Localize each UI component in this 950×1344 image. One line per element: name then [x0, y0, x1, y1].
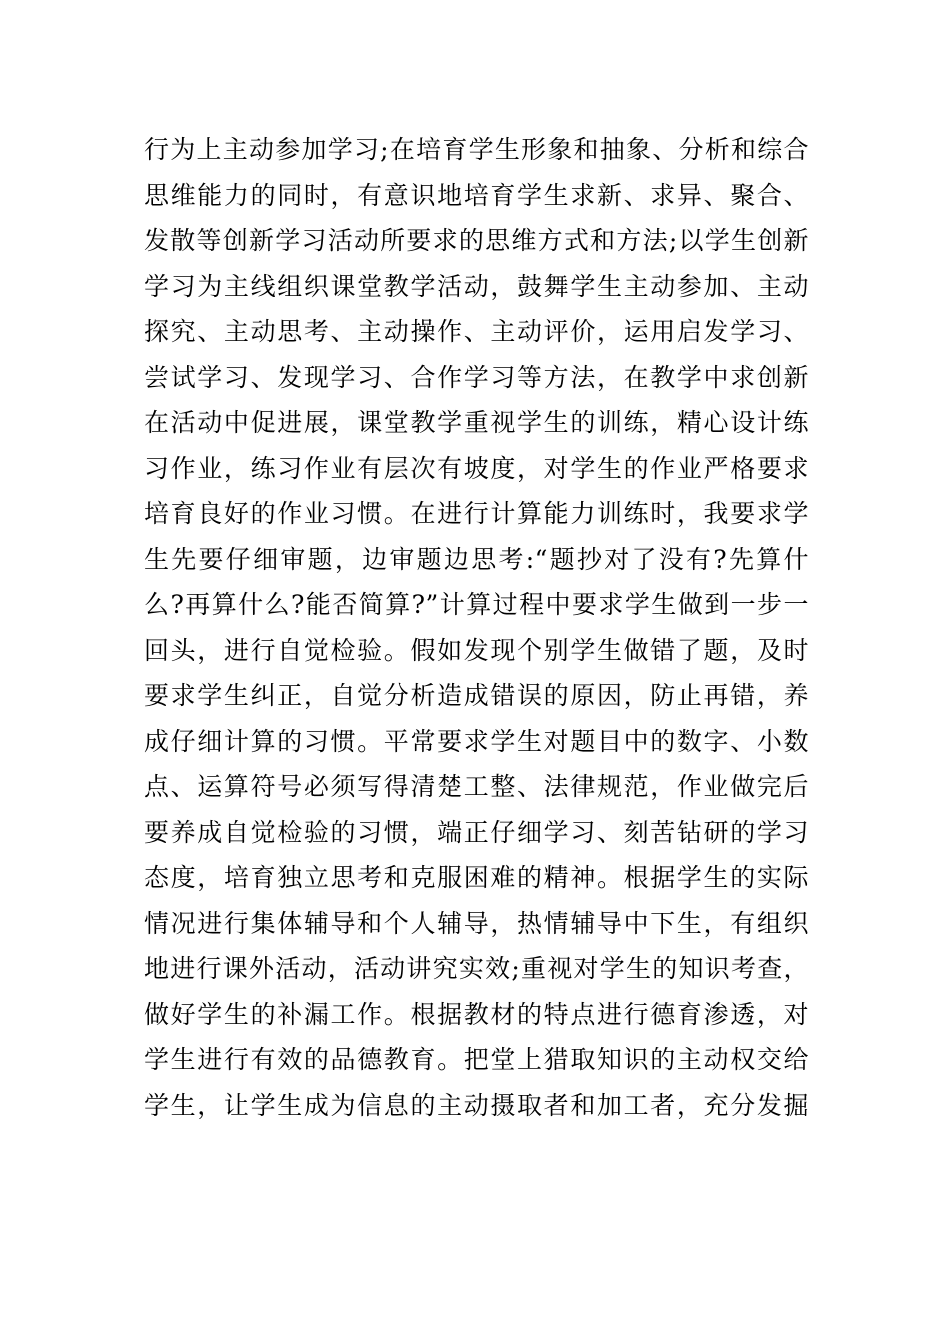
paragraph-line: 习作业，练习作业有层次有坡度，对学生的作业严格要求 — [144, 453, 809, 483]
paragraph-line: 要求学生纠正，自觉分析造成错误的原因，防止再错，养 — [144, 681, 809, 710]
paragraph-line: 培育良好的作业习惯。在进行计算能力训练时，我要求学 — [144, 499, 809, 528]
paragraph-line: 思维能力的同时，有意识地培育学生求新、求异、聚合、 — [144, 180, 809, 210]
paragraph-line: 发散等创新学习活动所要求的思维方式和方法;以学生创新 — [144, 226, 809, 255]
paragraph-line: 回头，进行自觉检验。假如发现个别学生做错了题，及时 — [144, 635, 809, 665]
body-paragraph — [144, 127, 809, 1128]
paragraph-line: 态度，培育独立思考和克服困难的精神。根据学生的实际 — [144, 863, 809, 892]
paragraph-line: 探究、主动思考、主动操作、主动评价，运用启发学习、 — [144, 317, 809, 346]
paragraph-line: 生先要仔细审题，边审题边思考:“题抄对了没有?先算什 — [144, 544, 809, 574]
paragraph-line: 做好学生的补漏工作。根据教材的特点进行德育渗透，对 — [144, 999, 809, 1029]
paragraph-line: 么?再算什么?能否简算?”计算过程中要求学生做到一步一 — [144, 590, 809, 619]
paragraph-line: 要养成自觉检验的习惯，端正仔细学习、刻苦钻研的学习 — [144, 817, 809, 847]
paragraph-line: 尝试学习、发现学习、合作学习等方法，在教学中求创新 — [144, 362, 809, 392]
paragraph-line: 行为上主动参加学习;在培育学生形象和抽象、分析和综合 — [144, 135, 809, 164]
paragraph-line: 在活动中促进展，课堂教学重视学生的训练，精心设计练 — [144, 408, 809, 437]
paragraph-line: 学生，让学生成为信息的主动摄取者和加工者，充分发掘 — [144, 1090, 809, 1120]
paragraph-line: 学生进行有效的品德教育。把堂上猎取知识的主动权交给 — [144, 1045, 809, 1074]
paragraph-line: 成仔细计算的习惯。平常要求学生对题目中的数字、小数 — [144, 726, 809, 756]
paragraph-line: 地进行课外活动，活动讲究实效;重视对学生的知识考查， — [144, 954, 809, 983]
paragraph-line: 情况进行集体辅导和个人辅导，热情辅导中下生，有组织 — [144, 908, 809, 938]
paragraph-line: 点、运算符号必须写得清楚工整、法律规范，作业做完后 — [144, 772, 809, 801]
paragraph-line: 学习为主线组织课堂教学活动，鼓舞学生主动参加、主动 — [144, 271, 809, 301]
